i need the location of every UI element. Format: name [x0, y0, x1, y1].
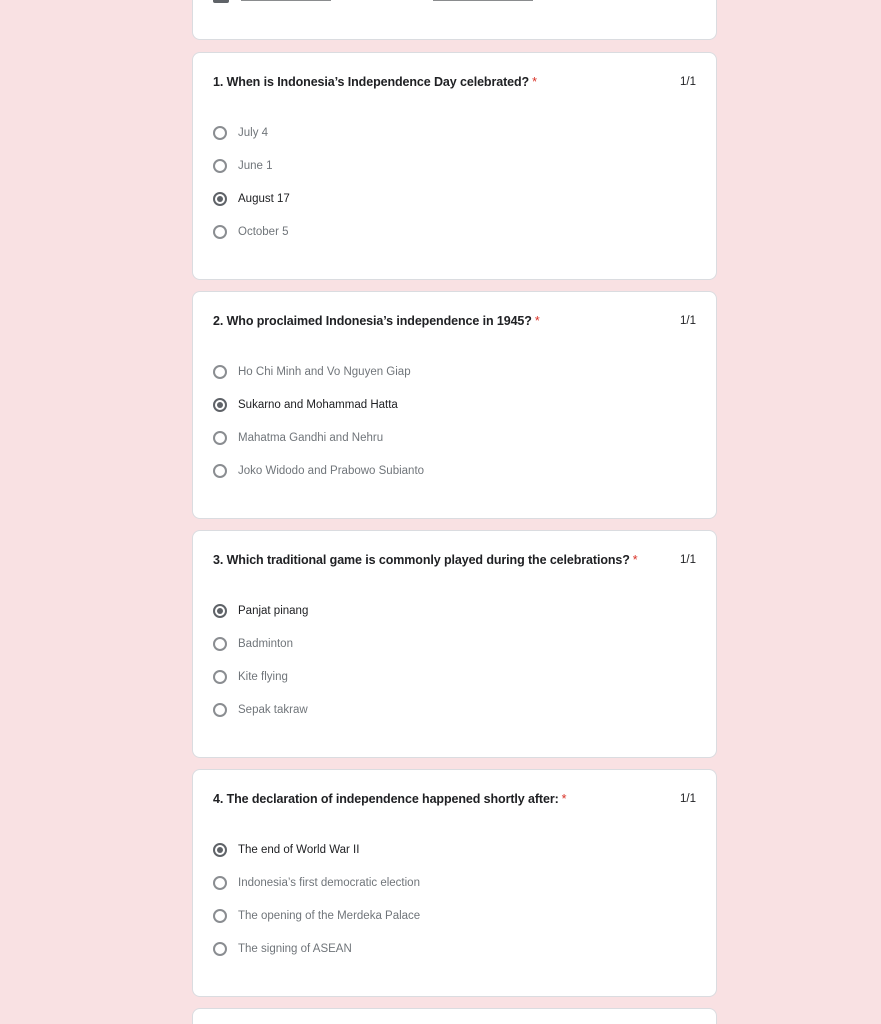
option-radio[interactable]: [213, 875, 693, 908]
radio-icon[interactable]: [213, 464, 227, 478]
required-asterisk: *: [534, 314, 540, 328]
option-label: The opening of the Merdeka Palace: [238, 910, 421, 922]
question-card-3: [192, 530, 717, 758]
option-radio[interactable]: [213, 430, 693, 463]
option-label: Kite flying: [238, 671, 288, 683]
radio-icon[interactable]: [213, 365, 227, 379]
option-label: Joko Widodo and Prabowo Subianto: [238, 465, 425, 477]
option-radio[interactable]: [213, 224, 693, 257]
radio-icon[interactable]: [213, 159, 227, 173]
option-radio[interactable]: [213, 364, 693, 397]
next-card-partial: [192, 1008, 717, 1024]
options-group: [213, 125, 693, 257]
option-label: Ho Chi Minh and Vo Nguyen Giap: [238, 366, 411, 378]
option-label: Sepak takraw: [238, 704, 308, 716]
option-label: July 4: [238, 127, 269, 139]
required-asterisk: *: [532, 75, 537, 89]
previous-card-text-fragment: [433, 0, 533, 1]
question-score: 1/1: [680, 554, 696, 566]
question-card-2: [192, 291, 717, 519]
option-radio[interactable]: [213, 191, 693, 224]
radio-icon[interactable]: [213, 942, 227, 956]
option-radio[interactable]: [213, 603, 693, 636]
previous-card-text-fragment: [241, 0, 331, 1]
option-label: August 17: [238, 193, 290, 205]
radio-icon[interactable]: [213, 909, 227, 923]
radio-icon[interactable]: [213, 431, 227, 445]
option-radio[interactable]: [213, 125, 693, 158]
radio-icon[interactable]: [213, 225, 227, 239]
question-score: 1/1: [680, 315, 696, 327]
options-group: [213, 842, 693, 974]
option-radio[interactable]: [213, 842, 693, 875]
option-label: The signing of ASEAN: [238, 943, 352, 955]
question-card-1: [192, 52, 717, 280]
option-radio[interactable]: [213, 908, 693, 941]
option-label: Badminton: [238, 638, 293, 650]
option-radio[interactable]: [213, 669, 693, 702]
required-asterisk: *: [561, 792, 567, 806]
option-label: Indonesia’s first democratic election: [238, 877, 420, 889]
option-radio[interactable]: [213, 397, 693, 430]
question-text: 1. When is Indonesia’s Independence Day celebrated?: [213, 75, 530, 89]
option-label: Mahatma Gandhi and Nehru: [238, 432, 384, 444]
question-title: [213, 314, 540, 328]
option-label: Panjat pinang: [238, 605, 309, 617]
radio-icon[interactable]: [213, 670, 227, 684]
options-group: [213, 603, 693, 735]
radio-icon[interactable]: [213, 637, 227, 651]
option-radio[interactable]: [213, 702, 693, 735]
question-score: 1/1: [680, 793, 696, 805]
previous-card-partial: [192, 0, 717, 40]
radio-icon[interactable]: [213, 876, 227, 890]
question-title: [213, 75, 537, 89]
question-card-4: [192, 769, 717, 997]
question-score: 1/1: [680, 76, 696, 88]
option-label: June 1: [238, 160, 273, 172]
radio-icon[interactable]: [213, 398, 227, 412]
option-radio[interactable]: [213, 463, 693, 496]
checkbox-icon[interactable]: [213, 0, 229, 3]
question-title: [213, 553, 638, 567]
option-radio[interactable]: [213, 941, 693, 974]
options-group: [213, 364, 693, 496]
option-label: The end of World War II: [238, 844, 360, 856]
radio-icon[interactable]: [213, 703, 227, 717]
radio-icon[interactable]: [213, 843, 227, 857]
option-radio[interactable]: [213, 158, 693, 191]
question-text: 2. Who proclaimed Indonesia’s independence in 1945?: [213, 314, 532, 328]
radio-icon[interactable]: [213, 604, 227, 618]
option-label: Sukarno and Mohammad Hatta: [238, 399, 398, 411]
option-radio[interactable]: [213, 636, 693, 669]
option-label: October 5: [238, 226, 289, 238]
question-text: 3. Which traditional game is commonly played during the celebrations?: [213, 553, 630, 567]
radio-icon[interactable]: [213, 126, 227, 140]
required-asterisk: *: [632, 553, 638, 567]
radio-icon[interactable]: [213, 192, 227, 206]
question-text: 4. The declaration of independence happened shortly after:: [213, 792, 559, 806]
question-title: [213, 792, 566, 806]
